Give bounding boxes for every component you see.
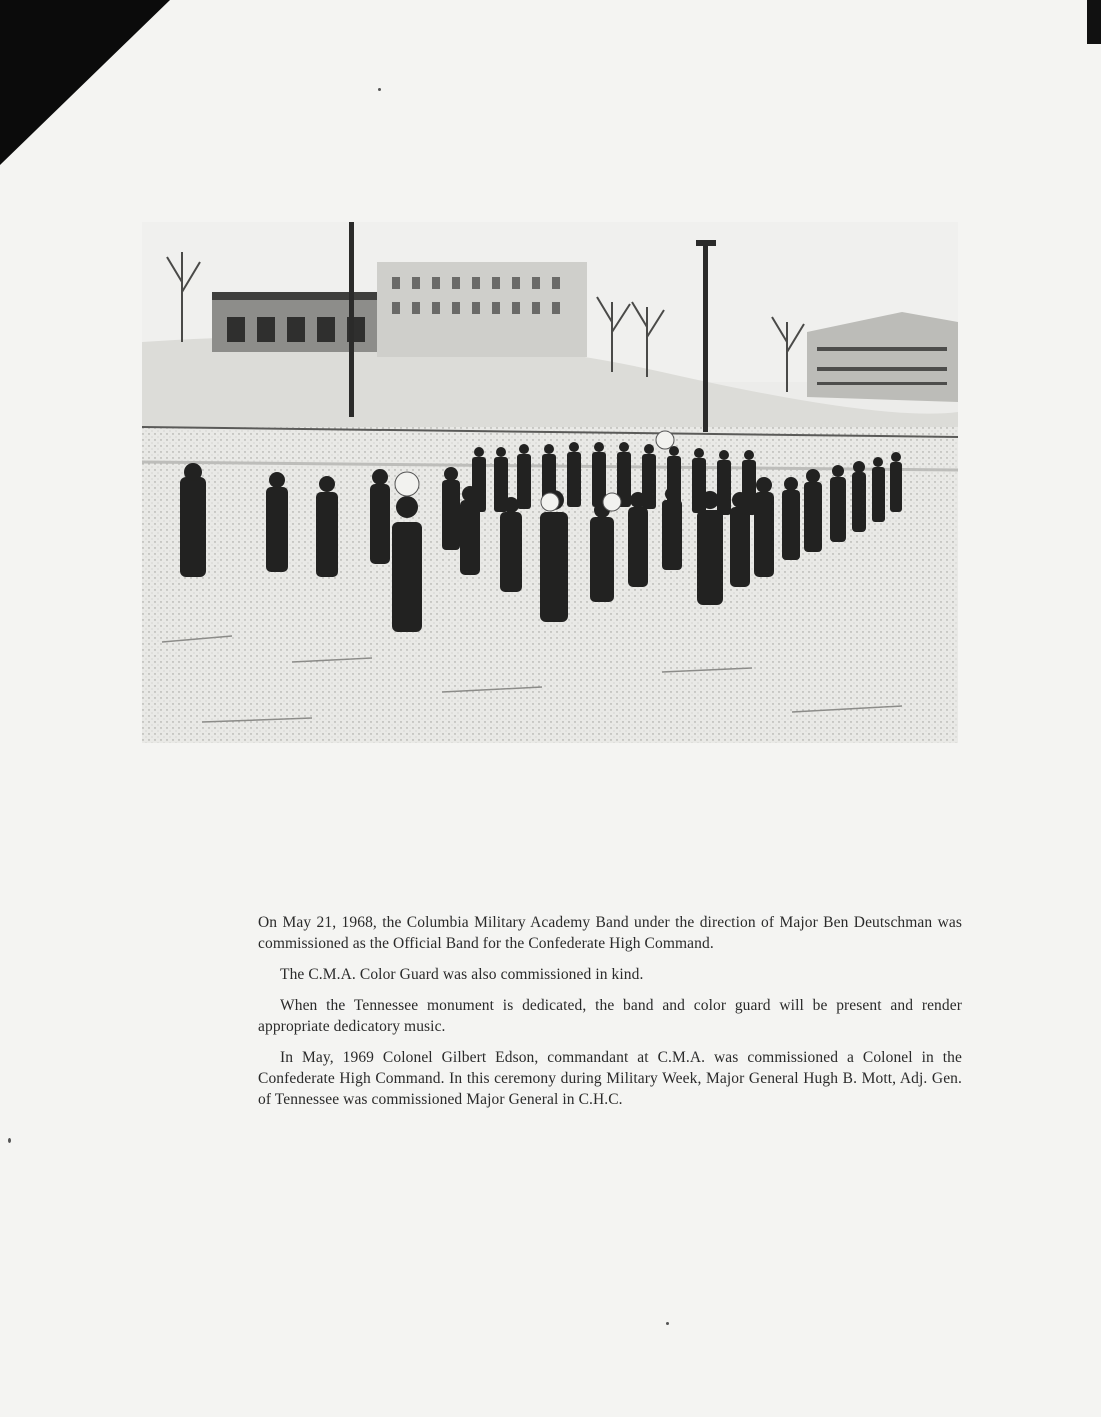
body-text [258, 912, 962, 1120]
band-photograph [142, 222, 958, 743]
paragraph-color-guard: The C.M.A. Color Guard was also commissioned in kind. [280, 966, 644, 983]
scan-edge-mark [1087, 0, 1101, 44]
paragraph-band-commission: On May 21, 1968, the Columbia Military Academy Band under the direction of Major Ben Deutschman was commissioned as the Official Band for the Confederate High Command. [258, 914, 962, 952]
scan-corner-shadow [0, 0, 170, 165]
dust-speck [666, 1322, 669, 1325]
dust-speck [8, 1138, 11, 1143]
paragraph-monument: When the Tennessee monument is dedicated, the band and color guard will be present and render appropriate dedicatory music. [258, 997, 962, 1035]
paragraph-colonel-edson: In May, 1969 Colonel Gilbert Edson, commandant at C.M.A. was commissioned a Colonel in the Confederate High Command. In this ceremony during Military Week, Major General Hugh B. Mott, Adj. Gen. of Tennessee was commissioned Major General in C.H.C. [258, 1049, 962, 1108]
dust-speck [378, 88, 381, 91]
photograph-illustration [142, 222, 958, 743]
